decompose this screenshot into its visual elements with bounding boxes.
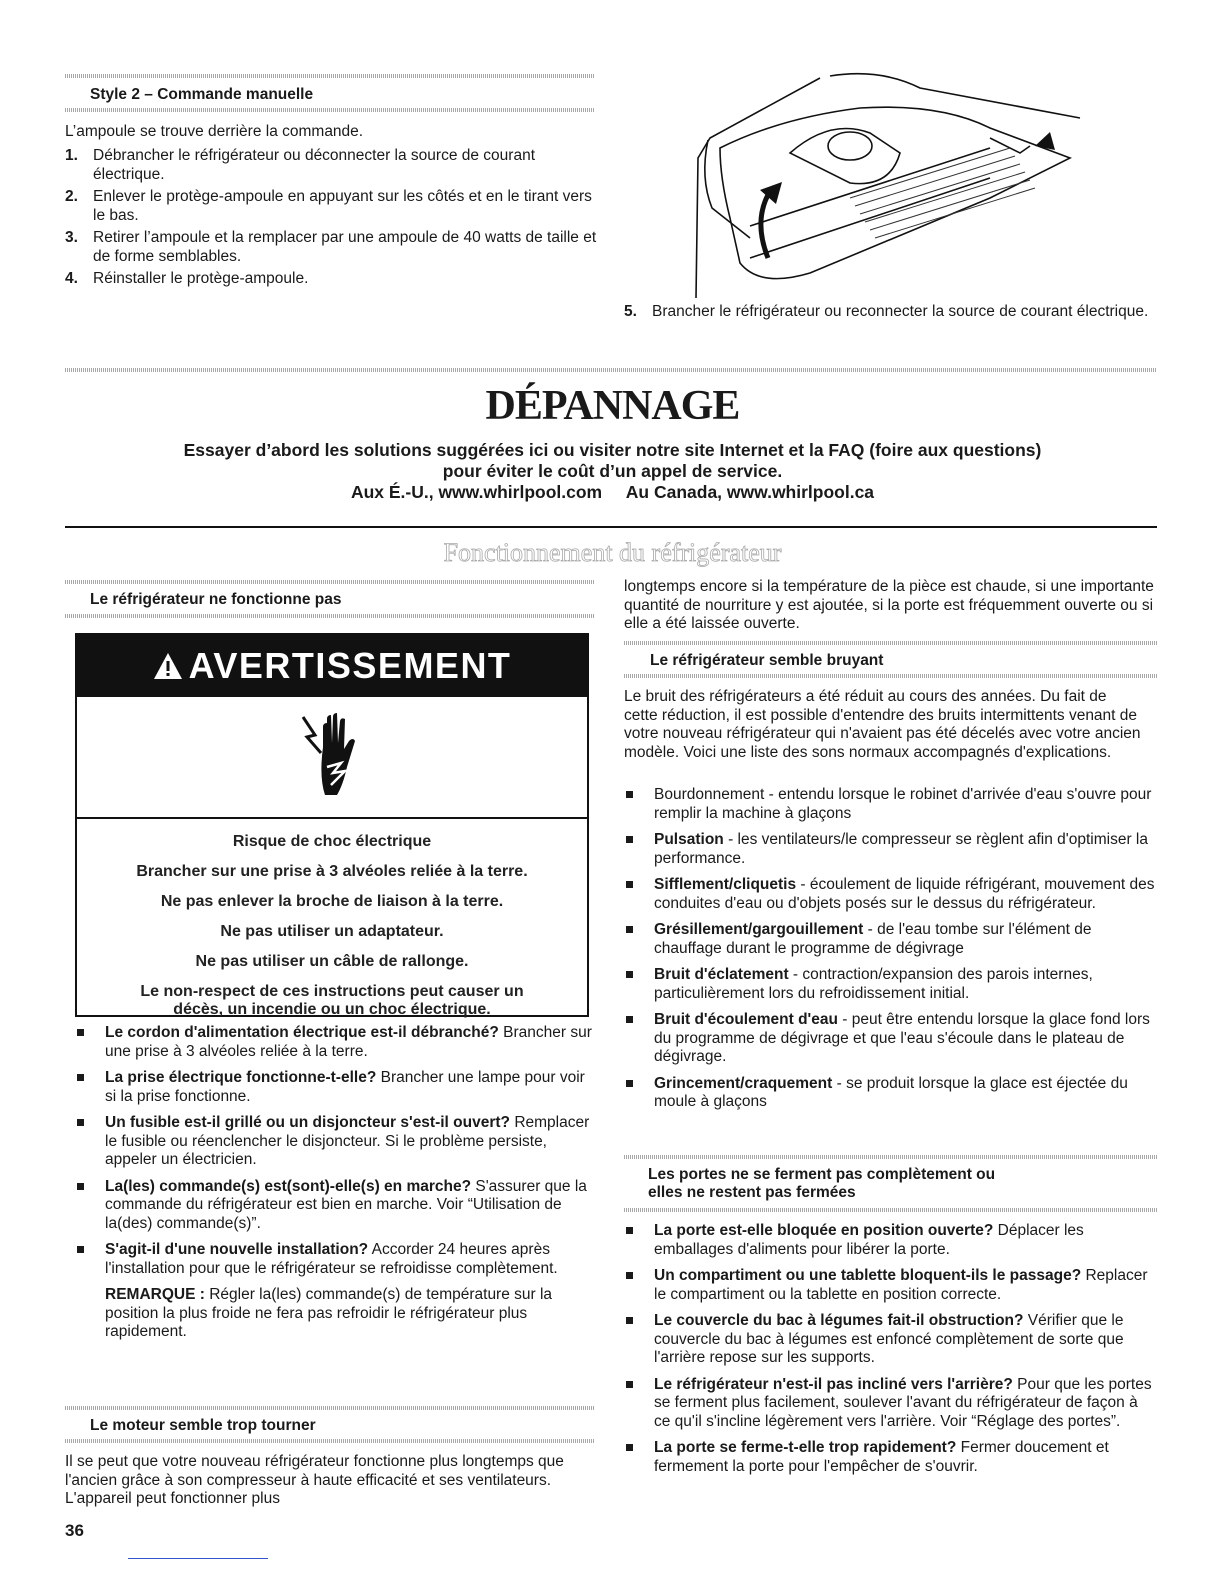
list-item: 5. Brancher le réfrigérateur ou reconnecter la source de courant électrique.: [624, 303, 1149, 320]
warning-text: [77, 819, 587, 1019]
list-item: Bruit d'éclatement - contraction/expansion des parois internes, particulièrement lors du refroidissement initial.: [624, 966, 1157, 1003]
list-item: La porte se ferme-t-elle trop rapidement? Fermer doucement et fermement la porte pour l'empêcher de s'ouvrir.: [624, 1439, 1157, 1476]
note: REMARQUE : Régler la(les) commande(s) de température sur la position la plus froide ne fera pas refroidir le réfrigérateur plus rapidement.: [105, 1286, 553, 1340]
list-item: S'agit-il d'une nouvelle installation? Accorder 24 heures après l'installation pour que le réfrigérateur se refroidisse complètement. REMARQUE : Régler la(les) commande(s) de température sur la position la plus froide ne fera pas refroidir le réfrigérateur plus rapidement.: [75, 1241, 595, 1342]
list-item: Bruit d'écoulement d'eau - peut être entendu lorsque la glace fond lors du programme de dégivrage et que l'eau s'écoule dans le plateau de dégivrage.: [624, 1011, 1157, 1067]
light-shield-illustration: [690, 58, 1090, 308]
noise-list: [624, 786, 1157, 1120]
section-heading-motor: Le moteur semble trop tourner: [90, 1417, 316, 1434]
warning-line: Risque de choc électrique: [232, 833, 432, 850]
warning-line: Ne pas utiliser un câble de rallonge.: [195, 953, 469, 970]
section-heading-noisy: Le réfrigérateur semble bruyant: [650, 652, 884, 669]
divider: [624, 674, 1157, 678]
list-item: La(les) commande(s) est(sont)-elle(s) en marche? S'assurer que la commande du réfrigérateur est bien en marche. Voir “Utilisation de la(des) commande(s)”.: [75, 1178, 595, 1234]
intro-line: Essayer d’abord les solutions suggérées ici ou visiter notre site Internet et la FAQ (foire aux questions): [183, 440, 1042, 460]
divider: [624, 1208, 1157, 1212]
list-item: Un compartiment ou une tablette bloquent-ils le passage? Replacer le compartiment ou la tablette en position correcte.: [624, 1267, 1157, 1304]
list-item: 1. Débrancher le réfrigérateur ou déconnecter la source de courant électrique.: [65, 147, 536, 183]
not-working-list: [75, 1024, 595, 1350]
intro-line: Aux É.-U., www.whirlpool.com Au Canada, www.whirlpool.ca: [350, 482, 875, 502]
shock-symbol-area: [77, 697, 587, 819]
section-heading-not-working: Le réfrigérateur ne fonctionne pas: [90, 591, 342, 608]
list-item: Le cordon d'alimentation électrique est-il débranché? Brancher sur une prise à 3 alvéoles reliée à la terre.: [75, 1024, 595, 1061]
warning-triangle-icon: [153, 652, 183, 680]
divider: [65, 614, 595, 618]
list-item: Grincement/craquement - se produit lorsque la glace est éjectée du moule à glaçons: [624, 1075, 1157, 1112]
electric-shock-hand-icon: [297, 707, 367, 807]
list-item: Le couvercle du bac à légumes fait-il obstruction? Vérifier que le couvercle du bac à légumes est enfoncé complètement de sorte que l'arrière repose sur les supports.: [624, 1312, 1157, 1368]
list-item: Grésillement/gargouillement - de l'eau tombe sur l'élément de chauffage durant le programme de dégivrage: [624, 921, 1157, 958]
list-item: Bourdonnement - entendu lorsque le robinet d'arrivée d'eau s'ouvre pour remplir la machine à glaçons: [624, 786, 1157, 823]
list-item: Pulsation - les ventilateurs/le compresseur se règlent afin d'optimiser la performance.: [624, 831, 1157, 868]
page-title: DÉPANNAGE: [485, 383, 740, 429]
noisy-intro: Le bruit des réfrigérateurs a été réduit au cours des années. Du fait de cette réduction, il est possible d'entendre des bruits intermittents venant de votre nouveau réfrigérateur qui n'avaient pas été décelés avec votre ancien modèle. Voici une liste des sons normaux accompagnés d'explications.: [624, 688, 1141, 761]
doors-list: [624, 1222, 1157, 1484]
steps-list-continued: [624, 303, 1154, 326]
list-item: 4. Réinstaller le protège-ampoule.: [65, 270, 309, 287]
intro-text: L’ampoule se trouve derrière la commande.: [65, 123, 364, 140]
divider: [65, 580, 595, 584]
divider-solid: [65, 526, 1157, 528]
divider: [65, 1406, 595, 1410]
warning-header: [77, 635, 587, 697]
underline-mark: [128, 1558, 268, 1559]
divider: [624, 641, 1157, 645]
section-title: Fonctionnement du réfrigérateur: [443, 538, 782, 567]
divider: [624, 1155, 1157, 1159]
list-item: 2. Enlever le protège-ampoule en appuyant sur les côtés et en le tirant vers le bas.: [65, 188, 592, 224]
motor-text: Il se peut que votre nouveau réfrigérateur fonctionne plus longtemps que l'ancien grâce à son compresseur à haute efficacité et ses ventilateurs. L'appareil peut fonctionner plus: [65, 1453, 564, 1507]
list-item: Sifflement/cliquetis - écoulement de liquide réfrigérant, mouvement des conduites d'eau ou d'objets posés sur le dessus du réfrigérateur.: [624, 876, 1157, 913]
motor-text-continued: longtemps encore si la température de la pièce est chaude, si une importante quantité de nourriture y est ajoutée, si la porte est fréquemment ouverte ou si elle a été laissée ouverte.: [624, 578, 1154, 632]
warning-line: Brancher sur une prise à 3 alvéoles reliée à la terre.: [136, 863, 528, 880]
heading-line: elles ne restent pas fermées: [648, 1184, 856, 1201]
warning-line: Ne pas enlever la broche de liaison à la terre.: [160, 893, 504, 910]
list-item: Un fusible est-il grillé ou un disjoncteur s'est-il ouvert? Remplacer le fusible ou réenclencher le disjoncteur. Si le problème persiste, appeler un électricien.: [75, 1114, 595, 1170]
warning-line: Ne pas utiliser un adaptateur.: [220, 923, 444, 940]
page-number: 36: [65, 1521, 84, 1540]
depannage-intro: [0, 440, 1225, 503]
warning-box: [75, 633, 589, 1017]
divider: [65, 74, 595, 78]
list-item: La porte est-elle bloquée en position ouverte? Déplacer les emballages d'aliments pour libérer la porte.: [624, 1222, 1157, 1259]
list-item: 3. Retirer l’ampoule et la remplacer par une ampoule de 40 watts de taille et de forme semblables.: [65, 229, 597, 265]
list-item: Le réfrigérateur n'est-il pas incliné vers l'arrière? Pour que les portes se ferment plus facilement, soulever l'avant du réfrigérateur de façon à ce qu'il s'incline légèrement vers l'arrière. Voir “Réglage des portes”.: [624, 1376, 1157, 1432]
list-item: La prise électrique fonctionne-t-elle? Brancher une lampe pour voir si la prise fonctionne.: [75, 1069, 595, 1106]
intro-line: pour éviter le coût d’un appel de service.: [442, 461, 783, 481]
heading-line: Les portes ne se ferment pas complètement ou: [648, 1166, 996, 1183]
divider: [65, 1439, 595, 1443]
warning-line: Le non-respect de ces instructions peut causer un décès, un incendie ou un choc électrique.: [140, 983, 524, 1018]
section-heading-style2: Style 2 – Commande manuelle: [90, 86, 314, 103]
divider: [65, 368, 1157, 372]
steps-list: [65, 147, 605, 293]
divider: [65, 108, 595, 112]
warning-label: AVERTISSEMENT: [188, 645, 512, 686]
section-heading-doors: [648, 1166, 995, 1202]
